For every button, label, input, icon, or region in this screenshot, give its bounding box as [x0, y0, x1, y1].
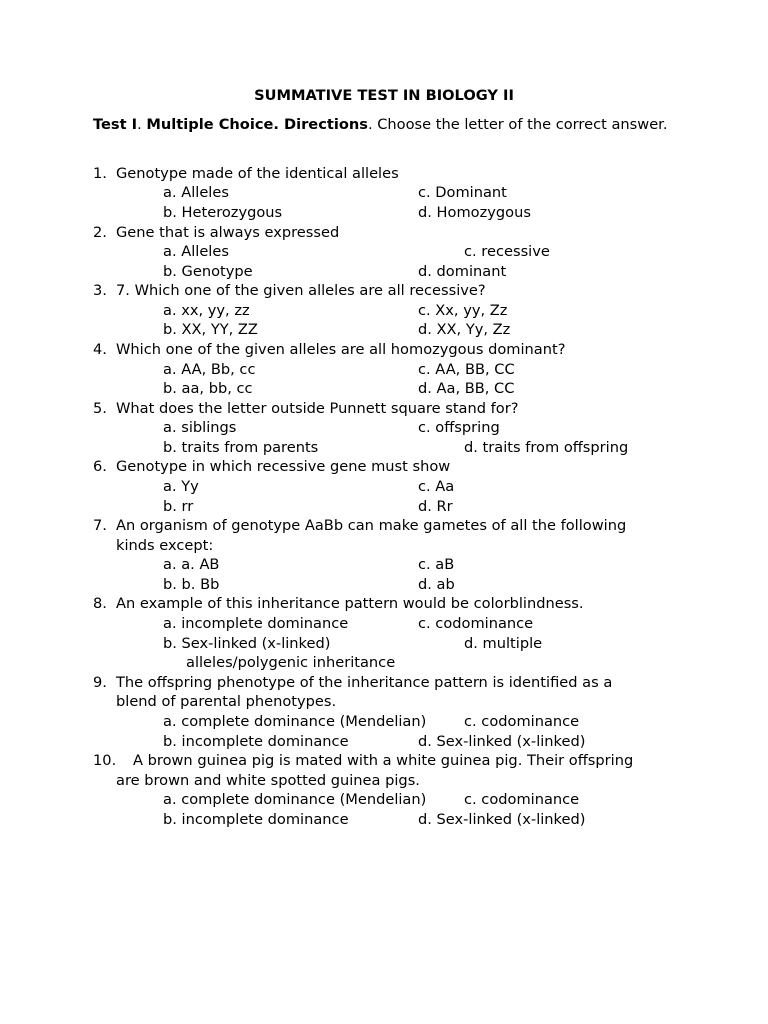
choice-a: a. Alleles — [163, 184, 229, 201]
question-number: 3. — [93, 282, 107, 299]
question-number: 7. — [93, 517, 107, 534]
choice-d: d. Aa, BB, CC — [418, 380, 515, 397]
choice-a: a. Yy — [163, 478, 199, 495]
question-text: Genotype in which recessive gene must show — [116, 458, 451, 475]
choice-d: d. traits from offspring — [464, 439, 629, 456]
question-text-continued: blend of parental phenotypes. — [116, 693, 337, 710]
choice-d-continued: alleles/polygenic inheritance — [186, 654, 396, 671]
choice-a: a. complete dominance (Mendelian) — [163, 713, 427, 730]
directions-sep: . — [137, 116, 147, 133]
choice-b: b. Sex-linked (x-linked) — [163, 635, 331, 652]
question-number: 2. — [93, 224, 107, 241]
choice-b: b. XX, YY, ZZ — [163, 321, 258, 338]
choice-b: b. Genotype — [163, 263, 253, 280]
choice-b: b. incomplete dominance — [163, 811, 349, 828]
directions-label: Multiple Choice. Directions — [146, 116, 368, 133]
choice-a: a. AA, Bb, cc — [163, 361, 256, 378]
choice-a: a. a. AB — [163, 556, 220, 573]
choice-c: c. Xx, yy, Zz — [418, 302, 508, 319]
choice-c: c. recessive — [464, 243, 550, 260]
question-text: An example of this inheritance pattern would be colorblindness. — [116, 595, 584, 612]
directions-text: . Choose the letter of the correct answer. — [367, 116, 668, 133]
question-number: 1. — [93, 165, 107, 182]
question-number: 8. — [93, 595, 107, 612]
question-text: The offspring phenotype of the inheritance pattern is identified as a — [116, 674, 613, 691]
choice-b: b. traits from parents — [163, 439, 319, 456]
question-number: 4. — [93, 341, 107, 358]
choice-d: d. dominant — [418, 263, 507, 280]
page-title: SUMMATIVE TEST IN BIOLOGY II — [254, 87, 514, 104]
choice-d: d. Rr — [418, 498, 453, 515]
question-text: 7. Which one of the given alleles are all recessive? — [116, 282, 486, 299]
choice-b: b. Heterozygous — [163, 204, 283, 221]
choice-a: a. Alleles — [163, 243, 229, 260]
directions — [93, 115, 693, 135]
question-text-continued: are brown and white spotted guinea pigs. — [116, 772, 420, 789]
choice-d: d. Sex-linked (x-linked) — [418, 733, 586, 750]
choice-c: c. AA, BB, CC — [418, 361, 515, 378]
choice-d: d. Homozygous — [418, 204, 531, 221]
choice-a: a. siblings — [163, 419, 237, 436]
choice-b: b. b. Bb — [163, 576, 220, 593]
question-number: 10. — [93, 752, 117, 769]
choice-b: b. rr — [163, 498, 194, 515]
choice-a: a. incomplete dominance — [163, 615, 349, 632]
choice-a: a. xx, yy, zz — [163, 302, 250, 319]
choice-c: c. codominance — [464, 713, 580, 730]
question-number: 5. — [93, 400, 107, 417]
question-text: Gene that is always expressed — [116, 224, 340, 241]
choice-c: c. Dominant — [418, 184, 507, 201]
choice-d: d. multiple — [464, 635, 543, 652]
test-label: Test I — [93, 116, 138, 133]
choice-c: c. codominance — [464, 791, 580, 808]
choice-a: a. complete dominance (Mendelian) — [163, 791, 427, 808]
question-text: Which one of the given alleles are all homozygous dominant? — [116, 341, 566, 358]
choice-b: b. aa, bb, cc — [163, 380, 253, 397]
question-text: What does the letter outside Punnett square stand for? — [116, 400, 519, 417]
question-text: Genotype made of the identical alleles — [116, 165, 399, 182]
choice-d: d. Sex-linked (x-linked) — [418, 811, 586, 828]
choice-c: c. codominance — [418, 615, 534, 632]
choice-c: c. offspring — [418, 419, 500, 436]
question-number: 9. — [93, 674, 107, 691]
question-text-continued: kinds except: — [116, 537, 214, 554]
choice-d: d. XX, Yy, Zz — [418, 321, 511, 338]
question-text: A brown guinea pig is mated with a white guinea pig. Their offspring — [133, 752, 634, 769]
choice-c: c. aB — [418, 556, 455, 573]
choice-c: c. Aa — [418, 478, 455, 495]
question-text: An organism of genotype AaBb can make gametes of all the following — [116, 517, 627, 534]
question-number: 6. — [93, 458, 107, 475]
choice-d: d. ab — [418, 576, 455, 593]
choice-b: b. incomplete dominance — [163, 733, 349, 750]
